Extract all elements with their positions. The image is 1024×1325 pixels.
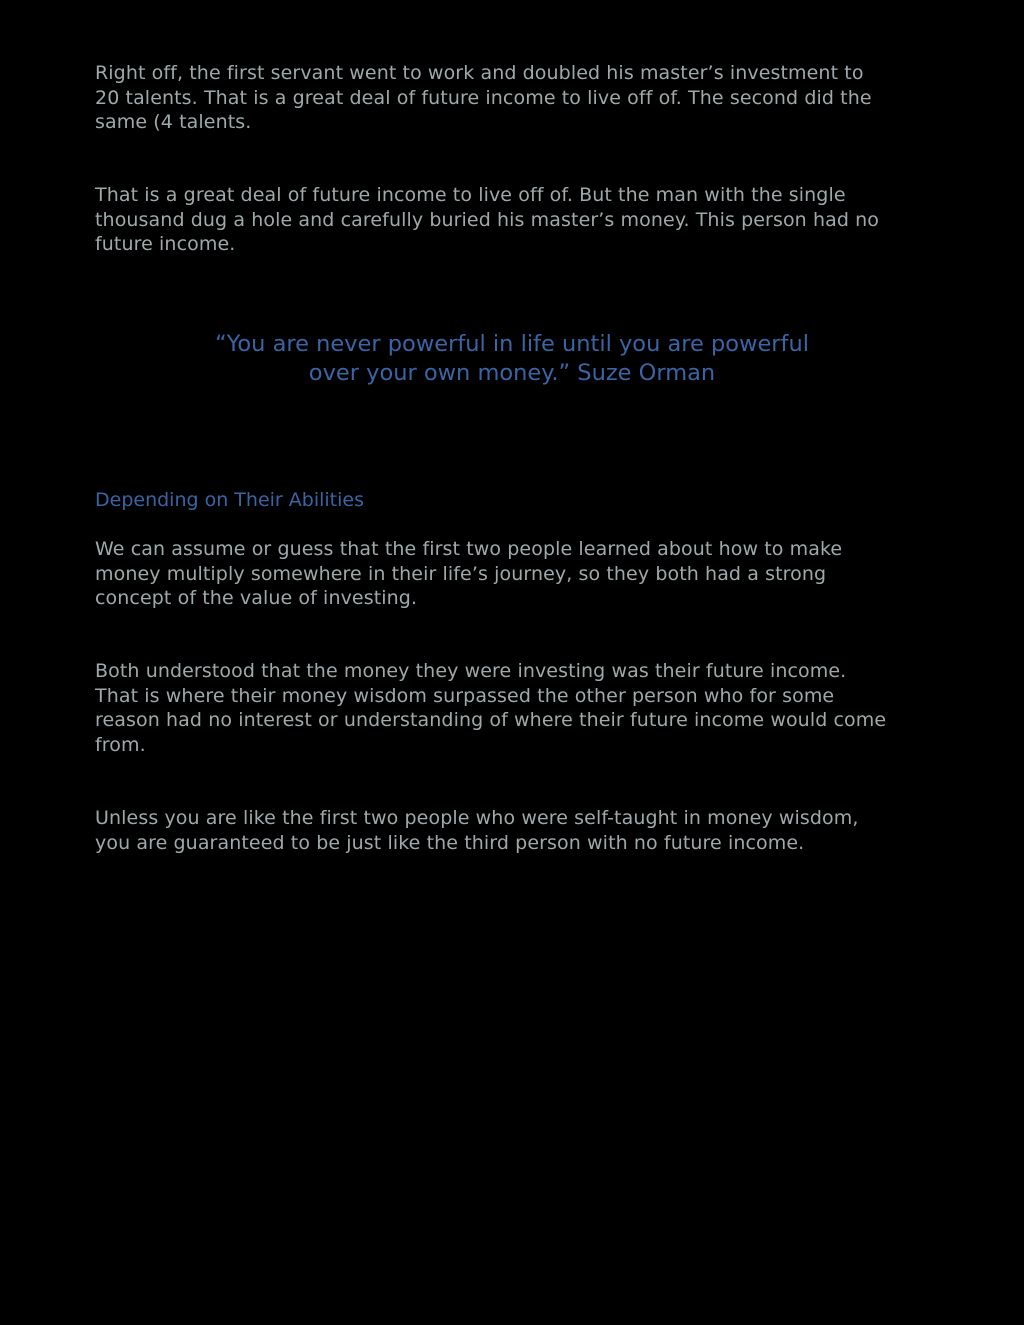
text-line: thousand dug a hole and carefully buried his master’s money. This person had no xyxy=(95,208,880,231)
text-line: future income. xyxy=(95,233,236,255)
text-line: Right off, the first servant went to work and doubled his master’s investment to xyxy=(95,62,864,84)
text-line: same (4 talents. xyxy=(95,111,252,133)
paragraph-conclusion xyxy=(95,806,935,855)
pull-quote xyxy=(95,330,929,387)
text-line: Both understood that the money they were investing was their future income. xyxy=(95,660,847,682)
section-heading: Depending on Their Abilities xyxy=(95,489,364,511)
text-line: That is a great deal of future income to live off of. But the man with the single xyxy=(95,184,846,206)
text-line: That is where their money wisdom surpassed the other person who for some xyxy=(95,684,835,707)
paragraph-buried-money xyxy=(95,183,935,257)
text-line: Unless you are like the first two people who were self-taught in money wisdom, xyxy=(95,807,859,829)
paragraph-servants-investment xyxy=(95,61,935,135)
text-line: from. xyxy=(95,733,146,756)
paragraph-future-income xyxy=(95,659,935,757)
text-line: 20 talents. That is a great deal of future income to live off of. The second did the xyxy=(95,86,872,109)
text-line: reason had no interest or understanding of where their future income would come xyxy=(95,709,887,731)
quote-line: “You are never powerful in life until you are powerful xyxy=(214,331,809,357)
quote-line: over your own money.” Suze Orman xyxy=(308,359,716,386)
text-line: We can assume or guess that the first two people learned about how to make xyxy=(95,538,843,560)
text-line: money multiply somewhere in their life’s journey, so they both had a strong xyxy=(95,562,827,585)
text-line: concept of the value of investing. xyxy=(95,587,418,609)
text-line: you are guaranteed to be just like the third person with no future income. xyxy=(95,831,805,854)
paragraph-learned-investing xyxy=(95,537,935,611)
